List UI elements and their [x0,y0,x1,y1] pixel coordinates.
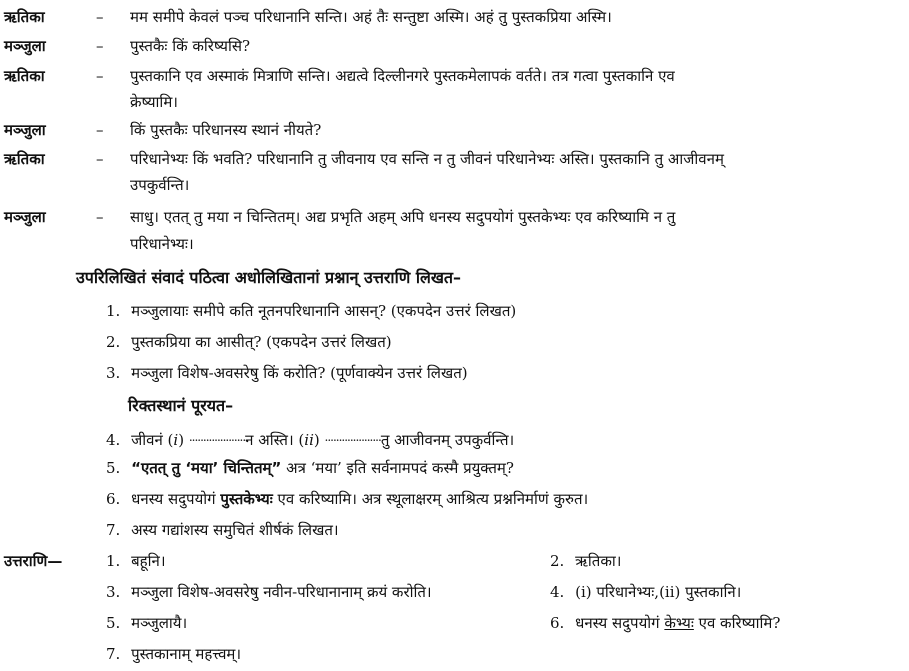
answer-text: एव करिष्यामि? [693,614,781,632]
answer-number: 1. [106,552,121,570]
question-text-part: ) [313,431,325,449]
dash: – [96,150,104,168]
speaker-name: मञ्जुला [4,37,46,55]
dialogue-text: उपकुर्वन्ति। [130,176,190,194]
dash: – [96,37,104,55]
dialogue-text: पुस्तकानि एव अस्माकं मित्राणि सन्ति। अद्यत्वे दिल्लीनगरे पुस्तकमेलापकं वर्तते। तत्र गत्वा पुस्तकानि एव [130,67,675,85]
underlined-word: केभ्यः [664,614,694,632]
question-text: पुस्तकप्रिया का आसीत्? (एकपदेन उत्तरं लिखत) [131,333,392,351]
question-number: 7. [106,521,121,539]
question-item [106,331,392,353]
dialogue-text: क्रेष्यामि। [130,93,178,111]
answer-item [106,581,432,603]
dialogue-text: साधु। एतत् तु मया न चिन्तितम्। अद्य प्रभृति अहम् अपि धनस्य सदुपयोगं पुस्तकेभ्यः एव करिष्यामि न तु [130,208,676,226]
dialogue-text: परिधानेभ्यः। [130,235,194,253]
question-item [106,300,516,322]
answer-number: 4. [550,583,565,601]
speaker-name: मञ्जुला [4,208,46,226]
dialogue-text: पुस्तकैः किं करिष्यसि? [130,37,251,55]
answer-item [550,550,621,572]
question-text-part: न अस्ति। ( [245,431,305,449]
answer-text: बहूनि। [131,552,166,570]
answer-item [550,612,780,634]
question-item [106,362,468,384]
dialogue-text: किं पुस्तकैः परिधानस्य स्थानं नीयते? [130,121,322,139]
answer-text: मञ्जुलायै। [131,614,188,632]
question-text-part: तु आजीवनम् उपकुर्वन्ति। [380,431,515,449]
dash: – [96,67,104,85]
answers-label: उत्तराणि— [4,552,63,570]
answer-number: 7. [106,645,121,663]
answer-number: 6. [550,614,565,632]
question-number: 2. [106,333,121,351]
question-text-part: ) [178,431,189,449]
dash: – [96,121,104,139]
bold-word: पुस्तकेभ्यः [220,490,273,508]
speaker-name: ऋतिका [4,8,45,26]
answer-item [550,581,741,603]
answer-number: 3. [106,583,121,601]
answer-text: (i) परिधानेभ्यः,(ii) पुस्तकानि। [575,583,742,601]
dash: – [96,208,104,226]
answer-number: 5. [106,614,121,632]
blank-dots: .................... [188,430,246,444]
question-text: अत्र ‘मया’ इति सर्वनामपदं कस्मै प्रयुक्तम्? [281,459,514,477]
question-text-part: जीवनं ( [131,431,174,449]
question-item [106,519,339,541]
question-number: 6. [106,490,121,508]
question-number: 3. [106,364,121,382]
question-item [106,426,514,451]
question-text: मञ्जुला विशेष-अवसरेषु किं करोति? (पूर्णवाक्येन उत्तरं लिखत) [131,364,468,382]
speaker-name: ऋतिका [4,150,45,168]
blank-dots: .................... [324,430,381,444]
answer-item [106,643,241,665]
question-text: धनस्य सदुपयोगं [131,490,221,508]
answer-text: मञ्जुला विशेष-अवसरेषु नवीन-परिधानानाम् क्रयं करोति। [131,583,432,601]
question-number: 4. [106,431,121,449]
answer-text: धनस्य सदुपयोगं [575,614,665,632]
roman-numeral: i [173,431,179,449]
question-number: 1. [106,302,121,320]
fill-blanks-heading: रिक्तस्थानं पूरयत– [128,396,234,415]
answer-text: ऋतिका। [575,552,622,570]
question-text: अस्य गद्यांशस्य समुचितं शीर्षकं लिखत। [131,521,339,539]
question-item [106,457,514,479]
answer-text: पुस्तकानाम् महत्त्वम्। [131,645,242,663]
question-number: 5. [106,459,121,477]
question-text: मञ्जुलायाः समीपे कति नूतनपरिधानानि आसन्? (एकपदेन उत्तरं लिखत) [131,302,517,320]
quoted-sentence: “एतत् तु ‘मया’ चिन्तितम्” [131,459,282,477]
answer-item [106,550,166,572]
roman-numeral: ii [304,431,314,449]
question-item [106,488,588,510]
dialogue-text: परिधानेभ्यः किं भवति? परिधानानि तु जीवनाय एव सन्ति न तु जीवनं परिधानेभ्यः अस्ति। पुस्तकानि तु आजीवनम् [130,150,724,168]
instruction-heading: उपरिलिखितं संवादं पठित्वा अधोलिखितानां प्रश्नान् उत्तराणि लिखत– [76,268,462,287]
answer-number: 2. [550,552,565,570]
dialogue-text: मम समीपे केवलं पञ्च परिधानानि सन्ति। अहं तैः सन्तुष्टा अस्मि। अहं तु पुस्तकप्रिया अस्मि। [130,8,612,26]
dash: – [96,8,104,26]
answer-item [106,612,187,634]
question-text: एव करिष्यामि। अत्र स्थूलाक्षरम् आश्रित्य प्रश्ननिर्माणं कुरुत। [272,490,589,508]
speaker-name: ऋतिका [4,67,45,85]
speaker-name: मञ्जुला [4,121,46,139]
